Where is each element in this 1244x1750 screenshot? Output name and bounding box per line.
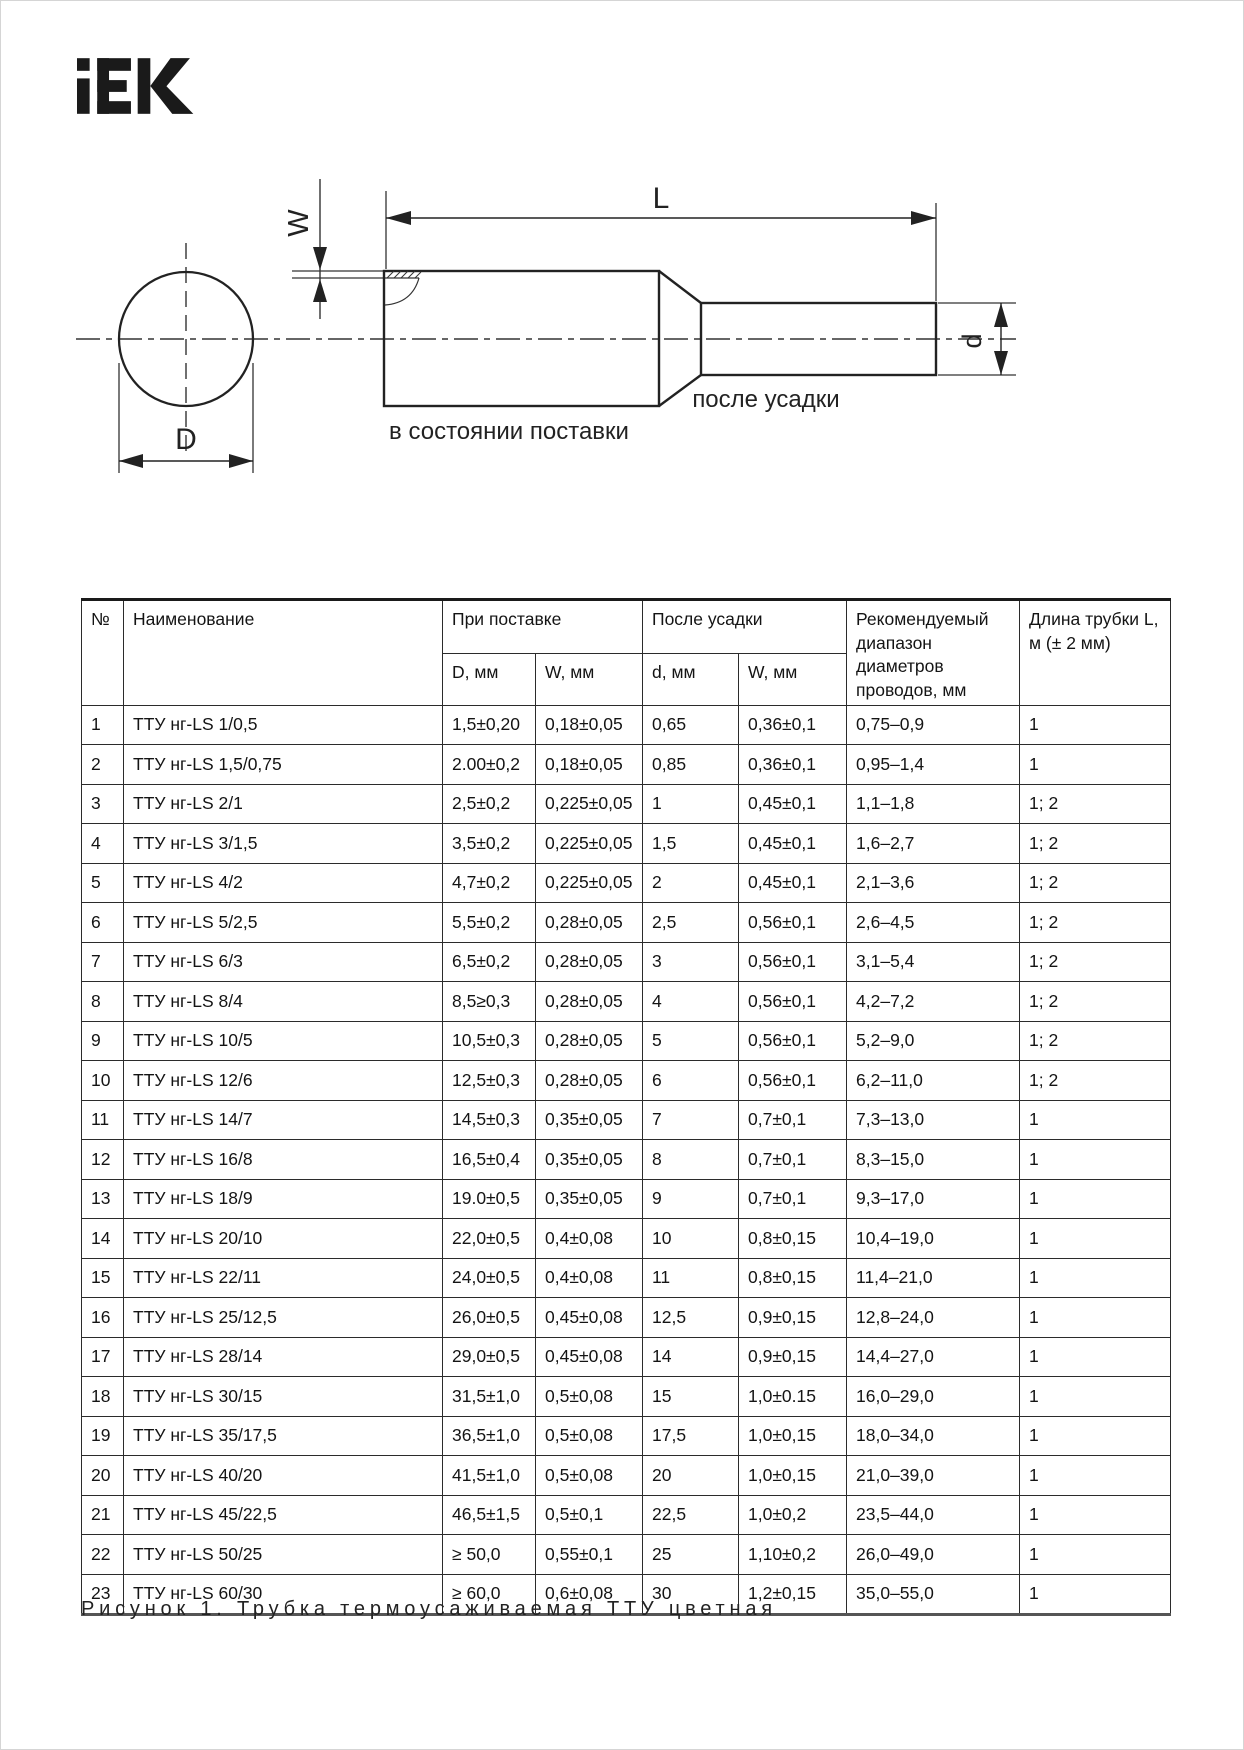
value-cell: 23,5–44,0 [847,1495,1020,1535]
value-cell: 10,4–19,0 [847,1219,1020,1259]
row-number-cell: 5 [82,863,124,903]
value-cell: 0,28±0,05 [536,1021,643,1061]
d-arrow-right [229,454,253,468]
small-d-arrow-down [994,351,1008,375]
name-cell: ТТУ нг-LS 45/22,5 [124,1495,443,1535]
value-cell: 12,8–24,0 [847,1298,1020,1338]
value-cell: 6 [643,1061,739,1101]
row-number-cell: 19 [82,1416,124,1456]
value-cell: 0,225±0,05 [536,784,643,824]
value-cell: 0,28±0,05 [536,942,643,982]
col-header-D-mm: D, мм [443,653,536,705]
col-header-d-mm: d, мм [643,653,739,705]
value-cell: 1 [1020,1456,1171,1496]
value-cell: 0,7±0,1 [739,1100,847,1140]
row-number-cell: 2 [82,745,124,785]
name-cell: ТТУ нг-LS 28/14 [124,1337,443,1377]
value-cell: 1; 2 [1020,903,1171,943]
value-cell: 8,5≥0,3 [443,982,536,1022]
value-cell: 1 [1020,1377,1171,1417]
value-cell: 5 [643,1021,739,1061]
value-cell: 14,4–27,0 [847,1337,1020,1377]
logo-k-lower-leg [150,83,193,113]
iek-logo [77,53,195,119]
taper-top [659,271,701,303]
technical-drawing [61,151,1061,501]
value-cell: 0,5±0,08 [536,1416,643,1456]
name-cell: ТТУ нг-LS 12/6 [124,1061,443,1101]
table-row [82,1495,1171,1535]
value-cell: ≥ 60,0 [443,1574,536,1615]
value-cell: 1; 2 [1020,784,1171,824]
value-cell: 1 [1020,1535,1171,1575]
value-cell: 0,55±0,1 [536,1535,643,1575]
col-header-name: Наименование [124,600,443,706]
value-cell: 0,18±0,05 [536,705,643,745]
value-cell: 0,8±0,15 [739,1258,847,1298]
table-row [82,1456,1171,1496]
value-cell: 0,6±0,08 [536,1574,643,1615]
name-cell: ТТУ нг-LS 1,5/0,75 [124,745,443,785]
row-number-cell: 17 [82,1337,124,1377]
value-cell: 1 [1020,1337,1171,1377]
value-cell: 1,0±0.15 [739,1377,847,1417]
value-cell: 29,0±0,5 [443,1337,536,1377]
table-row [82,1061,1171,1101]
table-row [82,705,1171,745]
value-cell: 26,0–49,0 [847,1535,1020,1575]
value-cell: 0,56±0,1 [739,903,847,943]
value-cell: 16,0–29,0 [847,1377,1020,1417]
value-cell: 0,18±0,05 [536,745,643,785]
row-number-cell: 7 [82,942,124,982]
value-cell: 3 [643,942,739,982]
name-cell: ТТУ нг-LS 2/1 [124,784,443,824]
value-cell: ≥ 50,0 [443,1535,536,1575]
label-as-delivered: в состоянии поставки [389,418,629,445]
table-row [82,982,1171,1022]
value-cell: 10,5±0,3 [443,1021,536,1061]
row-number-cell: 12 [82,1140,124,1180]
value-cell: 8,3–15,0 [847,1140,1020,1180]
value-cell: 2,6–4,5 [847,903,1020,943]
col-header-length: Длина трубки L, м (± 2 мм) [1020,600,1171,706]
value-cell: 11,4–21,0 [847,1258,1020,1298]
w-arrow-up [313,279,327,302]
row-number-cell: 16 [82,1298,124,1338]
value-cell: 1,2±0,15 [739,1574,847,1615]
dim-label-W: W [283,209,315,237]
value-cell: 4,2–7,2 [847,982,1020,1022]
value-cell: 0,9±0,15 [739,1337,847,1377]
value-cell: 1; 2 [1020,1061,1171,1101]
value-cell: 0,35±0,05 [536,1140,643,1180]
table-row [82,1140,1171,1180]
l-arrow-left [386,211,411,225]
value-cell: 1 [1020,1495,1171,1535]
value-cell: 2,5 [643,903,739,943]
value-cell: 0,65 [643,705,739,745]
name-cell: ТТУ нг-LS 50/25 [124,1535,443,1575]
value-cell: 0,36±0,1 [739,745,847,785]
value-cell: 16,5±0,4 [443,1140,536,1180]
value-cell: 0,36±0,1 [739,705,847,745]
value-cell: 1 [1020,1298,1171,1338]
value-cell: 0,5±0,08 [536,1377,643,1417]
name-cell: ТТУ нг-LS 22/11 [124,1258,443,1298]
name-cell: ТТУ нг-LS 20/10 [124,1219,443,1259]
value-cell: 2,1–3,6 [847,863,1020,903]
wall-flare-curve [385,278,419,305]
value-cell: 1 [643,784,739,824]
value-cell: 1,6–2,7 [847,824,1020,864]
value-cell: 14,5±0,3 [443,1100,536,1140]
col-header-shrink: После усадки [643,600,847,654]
value-cell: 24,0±0,5 [443,1258,536,1298]
value-cell: 1,10±0,2 [739,1535,847,1575]
value-cell: 0,56±0,1 [739,982,847,1022]
row-number-cell: 8 [82,982,124,1022]
value-cell: 0,8±0,15 [739,1219,847,1259]
row-number-cell: 23 [82,1574,124,1615]
value-cell: 0,45±0,1 [739,784,847,824]
name-cell: ТТУ нг-LS 6/3 [124,942,443,982]
value-cell: 0,35±0,05 [536,1100,643,1140]
logo-i-dot [77,58,90,71]
value-cell: 0,225±0,05 [536,863,643,903]
value-cell: 6,2–11,0 [847,1061,1020,1101]
value-cell: 1; 2 [1020,982,1171,1022]
name-cell: ТТУ нг-LS 1/0,5 [124,705,443,745]
value-cell: 1,1–1,8 [847,784,1020,824]
value-cell: 14 [643,1337,739,1377]
value-cell: 1 [1020,1574,1171,1615]
label-after-shrink: после усадки [692,386,840,413]
value-cell: 0,4±0,08 [536,1219,643,1259]
value-cell: 1 [1020,1100,1171,1140]
row-number-cell: 4 [82,824,124,864]
table-header-row-groups [82,600,1171,654]
logo-e-top [97,58,131,71]
logo-k-upper-leg [150,58,190,89]
value-cell: 1 [1020,745,1171,785]
value-cell: 30 [643,1574,739,1615]
table-row [82,1100,1171,1140]
value-cell: 2,5±0,2 [443,784,536,824]
value-cell: 7,3–13,0 [847,1100,1020,1140]
value-cell: 1; 2 [1020,824,1171,864]
table-row [82,1377,1171,1417]
value-cell: 2 [643,863,739,903]
value-cell: 4,7±0,2 [443,863,536,903]
value-cell: 1 [1020,1140,1171,1180]
table-row [82,1179,1171,1219]
value-cell: 46,5±1,5 [443,1495,536,1535]
value-cell: 1,0±0,15 [739,1416,847,1456]
logo-k-stem [138,58,151,114]
value-cell: 0,85 [643,745,739,785]
value-cell: 0,225±0,05 [536,824,643,864]
value-cell: 10 [643,1219,739,1259]
row-number-cell: 1 [82,705,124,745]
name-cell: ТТУ нг-LS 4/2 [124,863,443,903]
value-cell: 0,9±0,15 [739,1298,847,1338]
value-cell: 3,1–5,4 [847,942,1020,982]
value-cell: 1; 2 [1020,1021,1171,1061]
value-cell: 5,2–9,0 [847,1021,1020,1061]
row-number-cell: 21 [82,1495,124,1535]
value-cell: 22,5 [643,1495,739,1535]
value-cell: 3,5±0,2 [443,824,536,864]
row-number-cell: 22 [82,1535,124,1575]
value-cell: 1 [1020,1416,1171,1456]
value-cell: 15 [643,1377,739,1417]
value-cell: 0,5±0,08 [536,1456,643,1496]
name-cell: ТТУ нг-LS 3/1,5 [124,824,443,864]
value-cell: 1; 2 [1020,942,1171,982]
row-number-cell: 18 [82,1377,124,1417]
d-arrow-left [119,454,143,468]
value-cell: 9,3–17,0 [847,1179,1020,1219]
value-cell: 0,28±0,05 [536,982,643,1022]
value-cell: 22,0±0,5 [443,1219,536,1259]
row-number-cell: 14 [82,1219,124,1259]
figure-caption: Рисунок 1. Трубка термоусаживаемая ТТУ цветная [81,1598,777,1620]
spec-table [81,598,1171,1616]
name-cell: ТТУ нг-LS 60/30 [124,1574,443,1615]
value-cell: 31,5±1,0 [443,1377,536,1417]
value-cell: 0,56±0,1 [739,942,847,982]
logo-i-stem [77,78,90,113]
dim-label-D: D [175,423,197,456]
value-cell: 17,5 [643,1416,739,1456]
table-row [82,784,1171,824]
value-cell: 7 [643,1100,739,1140]
value-cell: 1 [1020,705,1171,745]
table-row [82,903,1171,943]
value-cell: 8 [643,1140,739,1180]
value-cell: 0,45±0,1 [739,824,847,864]
row-number-cell: 3 [82,784,124,824]
value-cell: 0,4±0,08 [536,1258,643,1298]
table-row [82,942,1171,982]
row-number-cell: 13 [82,1179,124,1219]
value-cell: 1; 2 [1020,863,1171,903]
table-row [82,863,1171,903]
name-cell: ТТУ нг-LS 18/9 [124,1179,443,1219]
value-cell: 35,0–55,0 [847,1574,1020,1615]
row-number-cell: 10 [82,1061,124,1101]
col-header-num: № [82,600,124,706]
value-cell: 0,28±0,05 [536,903,643,943]
value-cell: 0,35±0,05 [536,1179,643,1219]
value-cell: 0,28±0,05 [536,1061,643,1101]
value-cell: 1,5 [643,824,739,864]
table-row [82,1219,1171,1259]
value-cell: 36,5±1,0 [443,1416,536,1456]
name-cell: ТТУ нг-LS 14/7 [124,1100,443,1140]
value-cell: 12,5±0,3 [443,1061,536,1101]
table-row [82,1416,1171,1456]
small-d-arrow-up [994,303,1008,327]
value-cell: 1,5±0,20 [443,705,536,745]
w-arrow-down [313,247,327,270]
value-cell: 0,45±0,1 [739,863,847,903]
value-cell: 0,95–1,4 [847,745,1020,785]
value-cell: 1,0±0,2 [739,1495,847,1535]
table-body [82,705,1171,1615]
value-cell: 2.00±0,2 [443,745,536,785]
value-cell: 1,0±0,15 [739,1456,847,1496]
value-cell: 5,5±0,2 [443,903,536,943]
table-row [82,1535,1171,1575]
value-cell: 0,45±0,08 [536,1298,643,1338]
value-cell: 1 [1020,1219,1171,1259]
col-header-delivery: При поставке [443,600,643,654]
col-header-range: Рекомендуемый диапазон диаметров проводов, мм [847,600,1020,706]
value-cell: 0,56±0,1 [739,1021,847,1061]
name-cell: ТТУ нг-LS 35/17,5 [124,1416,443,1456]
name-cell: ТТУ нг-LS 16/8 [124,1140,443,1180]
table-row [82,1337,1171,1377]
col-header-W2-mm: W, мм [739,653,847,705]
row-number-cell: 20 [82,1456,124,1496]
name-cell: ТТУ нг-LS 10/5 [124,1021,443,1061]
row-number-cell: 15 [82,1258,124,1298]
row-number-cell: 11 [82,1100,124,1140]
value-cell: 0,45±0,08 [536,1337,643,1377]
logo-e-bottom [97,101,131,114]
value-cell: 41,5±1,0 [443,1456,536,1496]
name-cell: ТТУ нг-LS 8/4 [124,982,443,1022]
name-cell: ТТУ нг-LS 25/12,5 [124,1298,443,1338]
value-cell: 20 [643,1456,739,1496]
dim-label-d: d [957,333,987,349]
logo-e-mid [97,80,127,92]
dim-label-L: L [652,182,670,215]
value-cell: 1 [1020,1258,1171,1298]
value-cell: 1 [1020,1179,1171,1219]
value-cell: 0,56±0,1 [739,1061,847,1101]
table-row [82,745,1171,785]
value-cell: 26,0±0,5 [443,1298,536,1338]
table-row [82,1298,1171,1338]
name-cell: ТТУ нг-LS 30/15 [124,1377,443,1417]
row-number-cell: 9 [82,1021,124,1061]
table-row [82,1258,1171,1298]
l-arrow-right [911,211,936,225]
value-cell: 0,7±0,1 [739,1140,847,1180]
value-cell: 11 [643,1258,739,1298]
value-cell: 18,0–34,0 [847,1416,1020,1456]
value-cell: 0,5±0,1 [536,1495,643,1535]
col-header-W-mm: W, мм [536,653,643,705]
value-cell: 25 [643,1535,739,1575]
value-cell: 0,7±0,1 [739,1179,847,1219]
value-cell: 0,75–0,9 [847,705,1020,745]
value-cell: 6,5±0,2 [443,942,536,982]
value-cell: 12,5 [643,1298,739,1338]
value-cell: 19.0±0,5 [443,1179,536,1219]
table-row [82,1021,1171,1061]
table-header [82,600,1171,706]
value-cell: 4 [643,982,739,1022]
table-row [82,824,1171,864]
value-cell: 9 [643,1179,739,1219]
row-number-cell: 6 [82,903,124,943]
value-cell: 21,0–39,0 [847,1456,1020,1496]
name-cell: ТТУ нг-LS 5/2,5 [124,903,443,943]
name-cell: ТТУ нг-LS 40/20 [124,1456,443,1496]
